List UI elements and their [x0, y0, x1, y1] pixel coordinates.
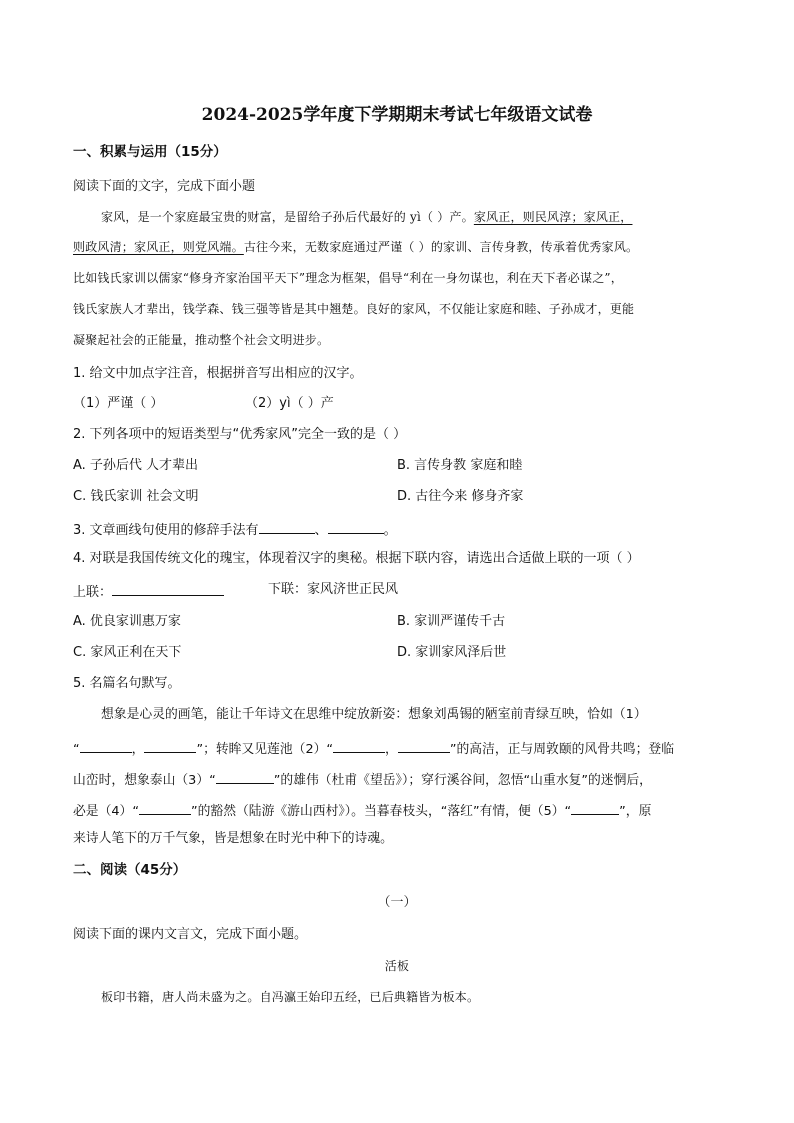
upper-label: 上联：	[73, 585, 113, 600]
passage-line-2	[73, 241, 638, 253]
answer-blank[interactable]	[398, 740, 450, 753]
q5-stem: 5. 名篇名句默写。	[73, 676, 181, 691]
section2-instruction: 阅读下面的课内文言文，完成下面小题。	[73, 927, 308, 942]
q2-option-d: D. 古往今来 修身齐家	[397, 489, 524, 504]
answer-blank[interactable]	[259, 521, 315, 534]
q2-stem: 2. 下列各项中的短语类型与“优秀家风”完全一致的是（ ）	[73, 427, 407, 442]
q2-option-c: C. 钱氏家训 社会文明	[73, 489, 199, 504]
answer-blank[interactable]	[333, 740, 385, 753]
passage-line-4: 钱氏家族人才辈出，钱学森、钱三强等皆是其中翘楚。良好的家风，不仅能让家庭和睦、子孙成才，更能	[73, 302, 635, 316]
answer-blank[interactable]	[216, 771, 274, 784]
q1-stem: 1. 给文中加点字注音，根据拼音写出相应的汉字。	[73, 366, 363, 381]
q3-stem: 3. 文章画线句使用的修辞手法有	[73, 523, 259, 538]
q3-line	[73, 521, 397, 537]
q5-line-4: 必是（4）“ ”的豁然（陆游《游山西村》）。当暮春枝头，“落红”有情，便（5）“ ”，原	[73, 804, 652, 819]
q4-upper-couplet	[73, 583, 224, 599]
passage-line-5: 凝聚起社会的正能量，推动整个社会文明进步。	[73, 333, 330, 347]
passage-text: 家风，是一个家庭最宝贵的财富，是留给子孙后代最好的 yì（ ）产。	[101, 210, 474, 224]
passage-text: 古往今来，无数家庭通过严谨（ ）的家训、言传身教，传承着优秀家风。	[243, 240, 639, 254]
section2-heading: 二、阅读（45分）	[73, 862, 187, 878]
answer-blank[interactable]	[328, 521, 384, 534]
answer-blank[interactable]	[112, 583, 224, 596]
classical-text-title: 活板	[384, 959, 410, 973]
underlined-sentence: 家风正，则民风淳；家风正，	[473, 210, 633, 224]
passage-line-3: 比如钱氏家训以儒家“修身齐家治国平天下”理念为框架，倡导“利在一身勿谋也，利在天下者必谋之”，	[73, 271, 623, 285]
q1-sub2: （2）yì（ ）产	[245, 396, 334, 411]
answer-blank[interactable]	[80, 740, 132, 753]
q2-option-a: A. 子孙后代 人才辈出	[73, 458, 199, 473]
underlined-sentence: 则政风清；家风正，则党风端。	[73, 240, 244, 254]
q4-option-a: A. 优良家训惠万家	[73, 614, 181, 629]
section1-instruction: 阅读下面的文字，完成下面小题	[73, 179, 256, 194]
page-title: 2024-2025学年度下学期期末考试七年级语文试卷	[201, 105, 593, 125]
q2-option-b: B. 言传身教 家庭和睦	[397, 458, 523, 473]
answer-blank[interactable]	[139, 802, 191, 815]
answer-blank[interactable]	[571, 802, 619, 815]
q3-end: 。	[383, 523, 397, 538]
q4-lower-couplet: 下联：家风济世正民风	[268, 582, 399, 597]
answer-blank[interactable]	[144, 740, 196, 753]
q1-sub1: （1）严谨（ ）	[73, 396, 164, 411]
section1-heading: 一、积累与运用（15分）	[73, 144, 227, 160]
q4-stem: 4. 对联是我国传统文化的瑰宝，体现着汉字的奥秘。根据下联内容，请选出合适做上联的一项（ ）	[73, 551, 640, 566]
q5-line-3: 山峦时，想象泰山（3）“ ”的雄伟（杜甫《望岳》）；穿行溪谷间，忽悟“山重水复”的迷惘后，	[73, 773, 652, 788]
q5-line-5: 来诗人笔下的万千气象，皆是想象在时光中种下的诗魂。	[73, 831, 393, 846]
q3-separator: 、	[314, 523, 328, 538]
classical-text-line-1: 板印书籍，唐人尚未盛为之。自冯瀛王始印五经，已后典籍皆为板本。	[101, 990, 480, 1004]
q5-line-2: “ ， ”；转眸又见莲池（2）“ ， ”的高洁，正与周敦颐的风骨共鸣；登临	[73, 742, 674, 757]
q5-line-1: 想象是心灵的画笔，能让千年诗文在思维中绽放新姿：想象刘禹锡的陋室前青绿互映，恰如（1）	[101, 707, 647, 722]
q4-option-d: D. 家训家风泽后世	[397, 645, 507, 660]
q4-option-c: C. 家风正利在天下	[73, 645, 182, 660]
passage-line-1	[101, 211, 632, 223]
q4-option-b: B. 家训严谨传千古	[397, 614, 506, 629]
section2-part-label: （一）	[377, 895, 417, 910]
